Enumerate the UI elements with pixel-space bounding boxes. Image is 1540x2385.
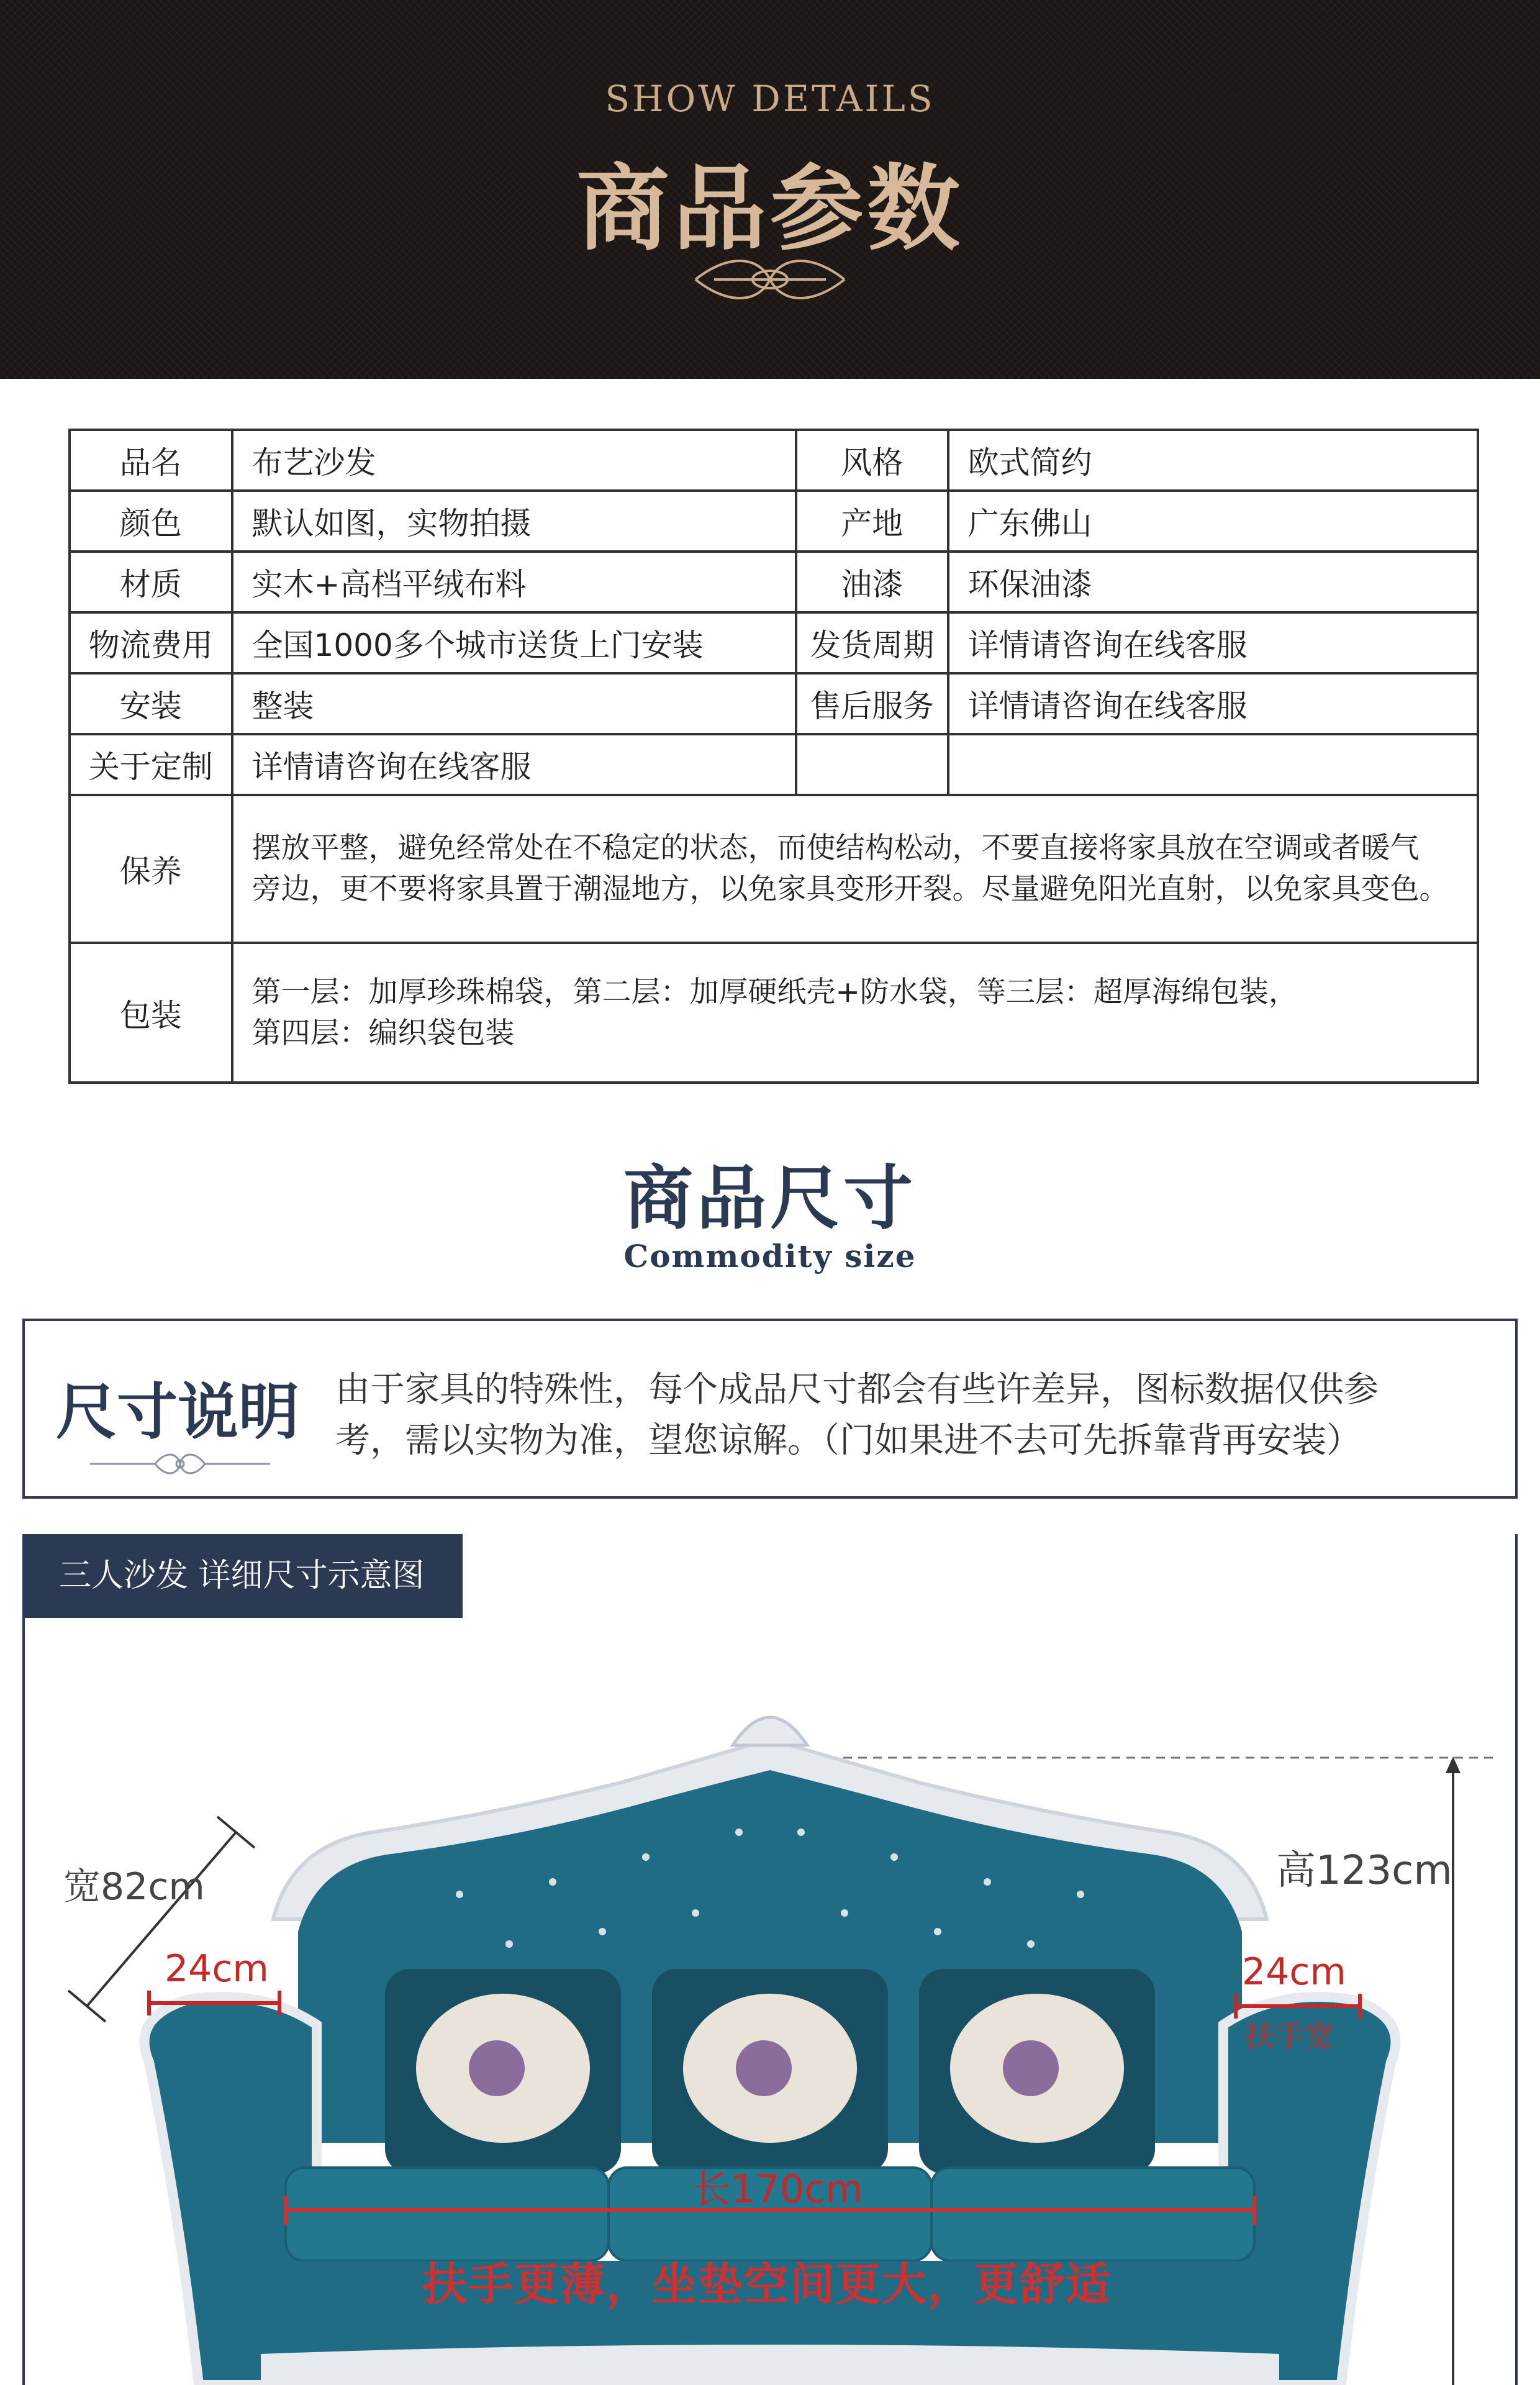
param-value: 全国1000多个城市送货上门安装 bbox=[232, 612, 796, 673]
flourish-ornament-icon bbox=[689, 252, 851, 307]
length-label: 长170cm bbox=[692, 2166, 863, 2212]
param-label: 包装 bbox=[70, 943, 232, 1083]
param-label: 材质 bbox=[70, 552, 232, 612]
param-label: 风格 bbox=[796, 430, 948, 491]
param-value: 默认如图，实物拍摄 bbox=[232, 491, 796, 552]
width-arrow-cap bbox=[217, 1817, 255, 1848]
pillow-right bbox=[919, 1969, 1155, 2174]
params-table bbox=[68, 429, 1479, 1084]
param-value: 详情请咨询在线客服 bbox=[232, 734, 796, 795]
size-note-title: 尺寸说明 bbox=[56, 1376, 300, 1448]
table-row bbox=[70, 673, 1478, 734]
packaging-line: 第四层：编织袋包装 bbox=[251, 1015, 515, 1050]
param-value: 布艺沙发 bbox=[232, 430, 796, 491]
sofa-crest bbox=[733, 1717, 807, 1745]
pillow-center bbox=[652, 1969, 888, 2174]
care-line: 旁边，更不要将家具置于潮湿地方，以免家具变形开裂。尽量避免阳光直射，以免家具变色。 bbox=[251, 872, 1449, 906]
table-row bbox=[70, 491, 1478, 552]
care-text bbox=[232, 795, 1478, 943]
height-label: 高123cm bbox=[1276, 1848, 1452, 1894]
param-value bbox=[948, 734, 1478, 795]
size-note-text bbox=[335, 1365, 1490, 1466]
param-label: 颜色 bbox=[70, 491, 232, 552]
comfort-slogan: 扶手更薄，坐垫空间更大，更舒适 bbox=[422, 2258, 1112, 2310]
header-en-title: SHOW DETAILS bbox=[605, 78, 935, 120]
param-label: 油漆 bbox=[796, 552, 948, 612]
table-row bbox=[70, 552, 1478, 612]
table-row-care bbox=[70, 795, 1478, 943]
param-label: 产地 bbox=[796, 491, 948, 552]
size-note-line: 由于家具的特殊性，每个成品尺寸都会有些许差异，图标数据仅供参 bbox=[335, 1370, 1379, 1410]
param-label: 安装 bbox=[70, 673, 232, 734]
param-label: 关于定制 bbox=[70, 734, 232, 795]
sofa-dimension-diagram bbox=[22, 1534, 1518, 2385]
table-row-packaging bbox=[70, 943, 1478, 1083]
packaging-text bbox=[232, 943, 1478, 1083]
packaging-line: 第一层：加厚珍珠棉袋，第二层：加厚硬纸壳+防水袋，等三层：超厚海绵包装， bbox=[251, 974, 1298, 1009]
header-banner bbox=[0, 0, 1540, 379]
pillow-left bbox=[385, 1969, 621, 2174]
table-row bbox=[70, 734, 1478, 795]
param-label bbox=[796, 734, 948, 795]
param-value: 实木+高档平绒布料 bbox=[232, 552, 796, 612]
care-line: 摆放平整，避免经常处在不稳定的状态，而使结构松动，不要直接将家具放在空调或者暖气 bbox=[251, 831, 1420, 865]
header-zh-title: 商品参数 bbox=[576, 154, 964, 263]
seat-cushion-right bbox=[931, 2168, 1254, 2261]
seat-cushion-left bbox=[286, 2168, 609, 2261]
param-value: 广东佛山 bbox=[948, 491, 1478, 552]
armrest-right-label: 24cm bbox=[1242, 1950, 1346, 1994]
width-arrow-cap bbox=[68, 1991, 106, 2022]
param-value: 整装 bbox=[232, 673, 796, 734]
param-value: 详情请咨询在线客服 bbox=[948, 673, 1478, 734]
width-label: 宽82cm bbox=[63, 1865, 205, 1909]
param-label: 售后服务 bbox=[796, 673, 948, 734]
armrest-note: 扶手宽 bbox=[1245, 2019, 1335, 2054]
param-value: 欧式简约 bbox=[948, 430, 1478, 491]
sofa-apron bbox=[261, 2345, 1279, 2385]
param-label: 物流费用 bbox=[70, 612, 232, 673]
param-label: 品名 bbox=[70, 430, 232, 491]
param-label: 保养 bbox=[70, 795, 232, 943]
flourish-ornament-icon bbox=[87, 1448, 273, 1479]
param-value: 详情请咨询在线客服 bbox=[948, 612, 1478, 673]
param-label: 发货周期 bbox=[796, 612, 948, 673]
size-section-title: 商品尺寸 bbox=[623, 1158, 917, 1239]
height-arrow-head bbox=[1446, 1756, 1461, 1773]
diagram-tag: 三人沙发 详细尺寸示意图 bbox=[25, 1534, 463, 1618]
armrest-left-label: 24cm bbox=[165, 1947, 269, 1991]
table-row bbox=[70, 612, 1478, 673]
size-note-line: 考，需以实物为准，望您谅解。（门如果进不去可先拆靠背再安装） bbox=[335, 1420, 1361, 1461]
size-note-box bbox=[22, 1319, 1518, 1499]
param-value: 环保油漆 bbox=[948, 552, 1478, 612]
table-row bbox=[70, 430, 1478, 491]
size-section-subtitle: Commodity size bbox=[623, 1238, 917, 1274]
